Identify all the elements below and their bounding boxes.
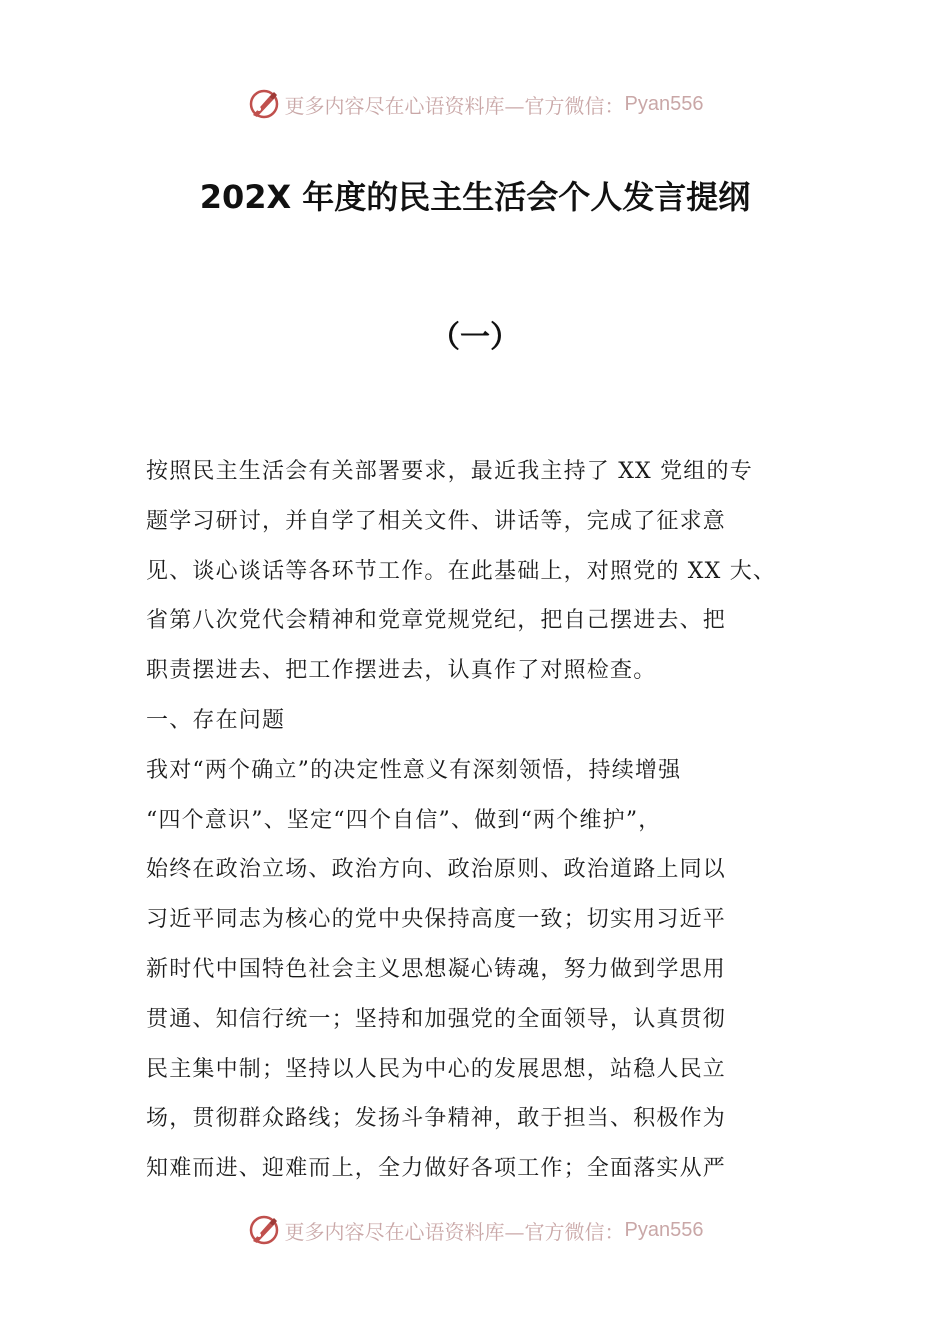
watermark-footer (0, 1210, 950, 1250)
body-line: 题学习研讨，并自学了相关文件、讲话等，完成了征求意 (146, 508, 727, 534)
body-line: 知难而进、迎难而上，全力做好各项工作；全面落实从严 (146, 1156, 727, 1182)
section-number: （一） (430, 320, 520, 355)
document-title: 202X 年度的民主生活会个人发言提纲 (199, 178, 751, 216)
section-heading: 一、存在问题 (146, 707, 286, 733)
body-line: “四个意识”、坚定“四个自信”、做到“两个维护”， (146, 807, 662, 833)
body-line: 新时代中国特色社会主义思想凝心铸魂，努力做到学思用 (146, 956, 727, 982)
body-line: 习近平同志为核心的党中央保持高度一致；切实用习近平 (146, 907, 727, 933)
watermark-text: 更多内容尽在心语资料库—官方微信： (284, 1219, 625, 1244)
watermark-account: Pyan556 (624, 92, 704, 115)
pen-seal-icon (247, 1213, 281, 1247)
document-body (146, 447, 810, 1194)
body-line: 我对“两个确立”的决定性意义有深刻领悟，持续增强 (146, 757, 682, 783)
body-line: 省第八次党代会精神和党章党规党纪，把自己摆进去、把 (146, 608, 727, 634)
watermark-account: Pyan556 (624, 1218, 704, 1241)
body-line: 见、谈心谈话等各环节工作。在此基础上，对照党的 XX 大、 (146, 558, 777, 584)
body-line: 贯通、知信行统一；坚持和加强党的全面领导，认真贯彻 (146, 1006, 727, 1032)
body-line: 民主集中制；坚持以人民为中心的发展思想，站稳人民立 (146, 1056, 727, 1082)
pen-seal-icon (247, 87, 281, 121)
body-line: 职责摆进去、把工作摆进去，认真作了对照检查。 (146, 658, 657, 684)
watermark-text: 更多内容尽在心语资料库—官方微信： (284, 93, 625, 118)
body-line: 场，贯彻群众路线；发扬斗争精神，敢于担当、积极作为 (146, 1106, 727, 1132)
watermark-header (0, 84, 950, 124)
body-line: 始终在政治立场、政治方向、政治原则、政治道路上同以 (146, 857, 727, 883)
body-line: 按照民主生活会有关部署要求，最近我主持了 XX 党组的专 (146, 459, 753, 484)
